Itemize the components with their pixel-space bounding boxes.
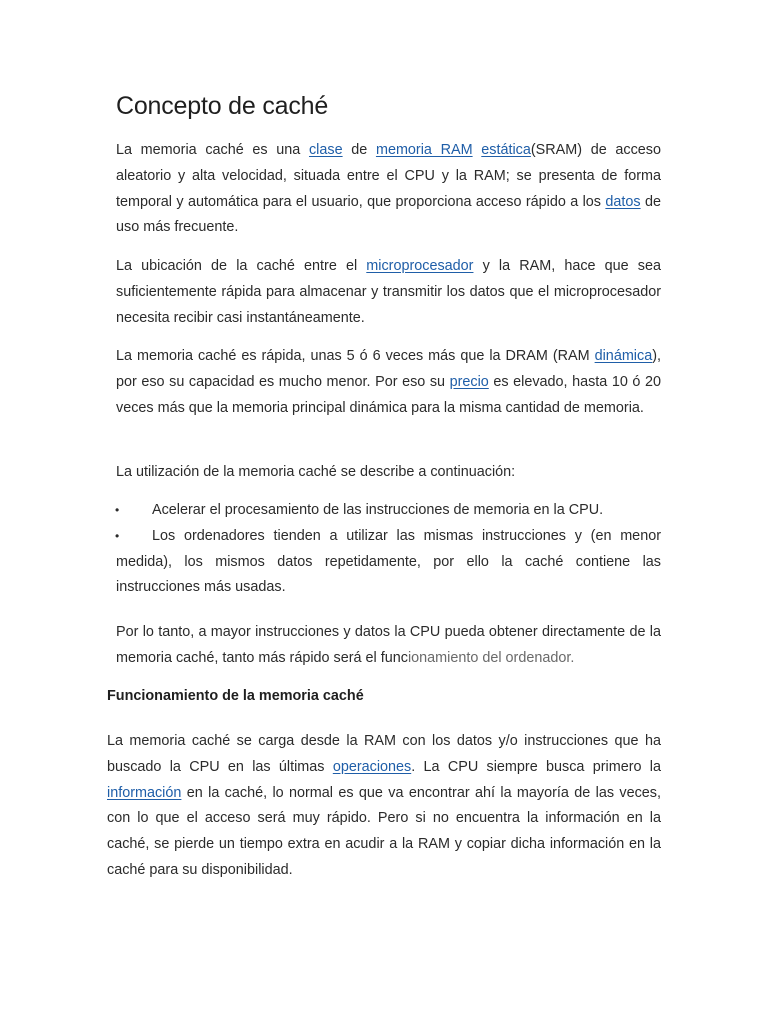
page-title: Concepto de caché — [116, 92, 329, 120]
list-item — [116, 498, 661, 524]
faded-text-run: ionamiento del ordenador. — [407, 649, 575, 666]
bullet-icon: • — [115, 503, 120, 517]
link-clase[interactable]: clase — [308, 142, 343, 158]
text-run — [473, 142, 482, 158]
link-memoria-ram[interactable]: memoria RAM — [375, 142, 473, 158]
link-datos[interactable]: datos — [605, 193, 641, 210]
text-run: de — [342, 142, 376, 158]
section-heading: Funcionamiento de la memoria caché — [107, 688, 364, 704]
link-estatica[interactable]: estática — [481, 142, 531, 158]
text-run: . La CPU siempre busca primero la — [411, 758, 661, 775]
paragraph-funcionamiento — [107, 729, 661, 884]
paragraph-ubicacion — [116, 254, 661, 331]
text-run: (SRAM) de acceso aleatorio y alta velocidad, situada entre el CPU y la RAM; se presenta de forma temporal y automática para el usuario, que proporciona acceso rápido a los — [116, 142, 662, 210]
bullet-icon: • — [115, 528, 120, 543]
paragraph-utilizacion: La utilización de la memoria caché se describe a continuación: — [116, 464, 516, 480]
text-run: La memoria caché se carga desde la RAM con los datos y/o instrucciones que ha buscado la CPU en las últimas — [107, 733, 661, 775]
link-dinamica[interactable]: dinámica — [594, 348, 653, 364]
link-operaciones[interactable]: operaciones — [332, 758, 412, 775]
paragraph-rapidez — [116, 344, 661, 421]
text-run: ), por eso su capacidad es mucho menor. Por eso su — [116, 348, 661, 390]
paragraph-intro — [116, 138, 661, 241]
text-run: La memoria caché es una — [116, 142, 309, 158]
text-run: La memoria caché es rápida, unas 5 ó 6 veces más que la DRAM (RAM — [116, 348, 595, 364]
text-run: de uso más frecuente. — [116, 193, 661, 236]
text-run: y la RAM, hace que sea suficientemente rápida para almacenar y transmitir los datos que el microprocesador necesita recibir casi instantáneamente. — [116, 258, 662, 326]
link-precio[interactable]: precio — [449, 373, 489, 390]
text-run: es elevado, hasta 10 ó 20 veces más que la memoria principal dinámica para la misma cantidad de memoria. — [116, 373, 661, 416]
link-microprocesador[interactable]: microprocesador — [366, 258, 474, 274]
list-item-text: Acelerar el procesamiento de las instrucciones de memoria en la CPU. — [152, 502, 604, 518]
link-informacion[interactable]: información — [107, 784, 182, 801]
text-run: La ubicación de la caché entre el — [116, 258, 367, 274]
paragraph-conclusion — [116, 620, 661, 672]
text-run: Por lo tanto, a mayor instrucciones y datos la CPU pueda obtener directamente de la memoria caché, tanto más rápido será el func — [116, 624, 661, 666]
bullet-list — [116, 498, 661, 601]
list-item — [116, 524, 661, 601]
text-run: en la caché, lo normal es que va encontrar ahí la mayoría de las veces, con lo que el acceso será muy rápido. Pero si no encuentra la información en la caché, se pierde un tiempo extra en acudir a la RAM y copiar dicha información en la caché para su disponibilidad. — [107, 784, 661, 878]
list-item-text: Los ordenadores tienden a utilizar las mismas instrucciones y (en menor medida), los mismos datos repetidamente, por ello la caché contiene las instrucciones más usadas. — [116, 527, 661, 596]
